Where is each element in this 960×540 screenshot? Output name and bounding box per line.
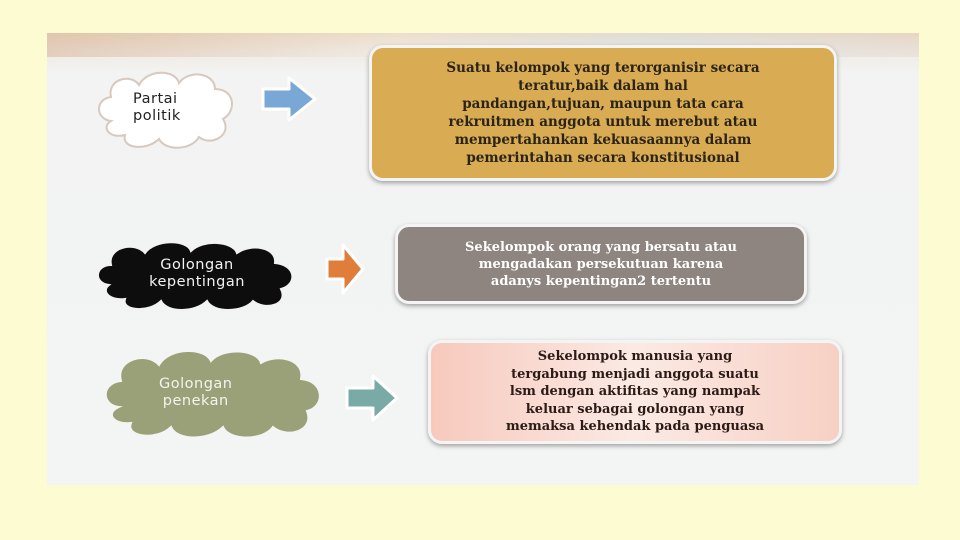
definition-box-partai-politik [369, 45, 837, 181]
definition-text-partai-politik: Suatu kelompok yang terorganisir secara teratur,baik dalam hal pandangan,tujuan, maupun tata cara rekruitmen anggota untuk merebut atau mempertahankan kekuasaannya dalam pemerintahan secara konstitusional [446, 60, 760, 166]
arrow-right-icon [259, 75, 321, 123]
arrow-right-icon [323, 241, 369, 297]
definition-text-golongan-penekan: Sekelompok manusia yang tergabung menjadi anggota suatu lsm dengan aktifitas yang nampak keluar sebagai golongan yang memaksa kehendak pada penguasa [505, 349, 765, 435]
cloud-label-partai-politik: Partai politik [133, 91, 181, 124]
cloud-label-golongan-kepentingan: Golongan kepentingan [149, 257, 245, 290]
slide-canvas [47, 33, 919, 485]
arrow-right-icon [343, 373, 403, 423]
cloud-label-golongan-penekan: Golongan penekan [159, 376, 233, 409]
definition-box-golongan-kepentingan [395, 224, 807, 304]
cloud-shape-golongan-kepentingan [91, 237, 303, 311]
cloud-shape-partai-politik [91, 65, 241, 151]
definition-box-golongan-penekan [428, 340, 842, 444]
cloud-shape-golongan-penekan [97, 345, 327, 441]
definition-text-golongan-kepentingan: Sekelompok orang yang bersatu atau mengadakan persekutuan karena adanys kepentingan2 tertentu [465, 239, 737, 289]
